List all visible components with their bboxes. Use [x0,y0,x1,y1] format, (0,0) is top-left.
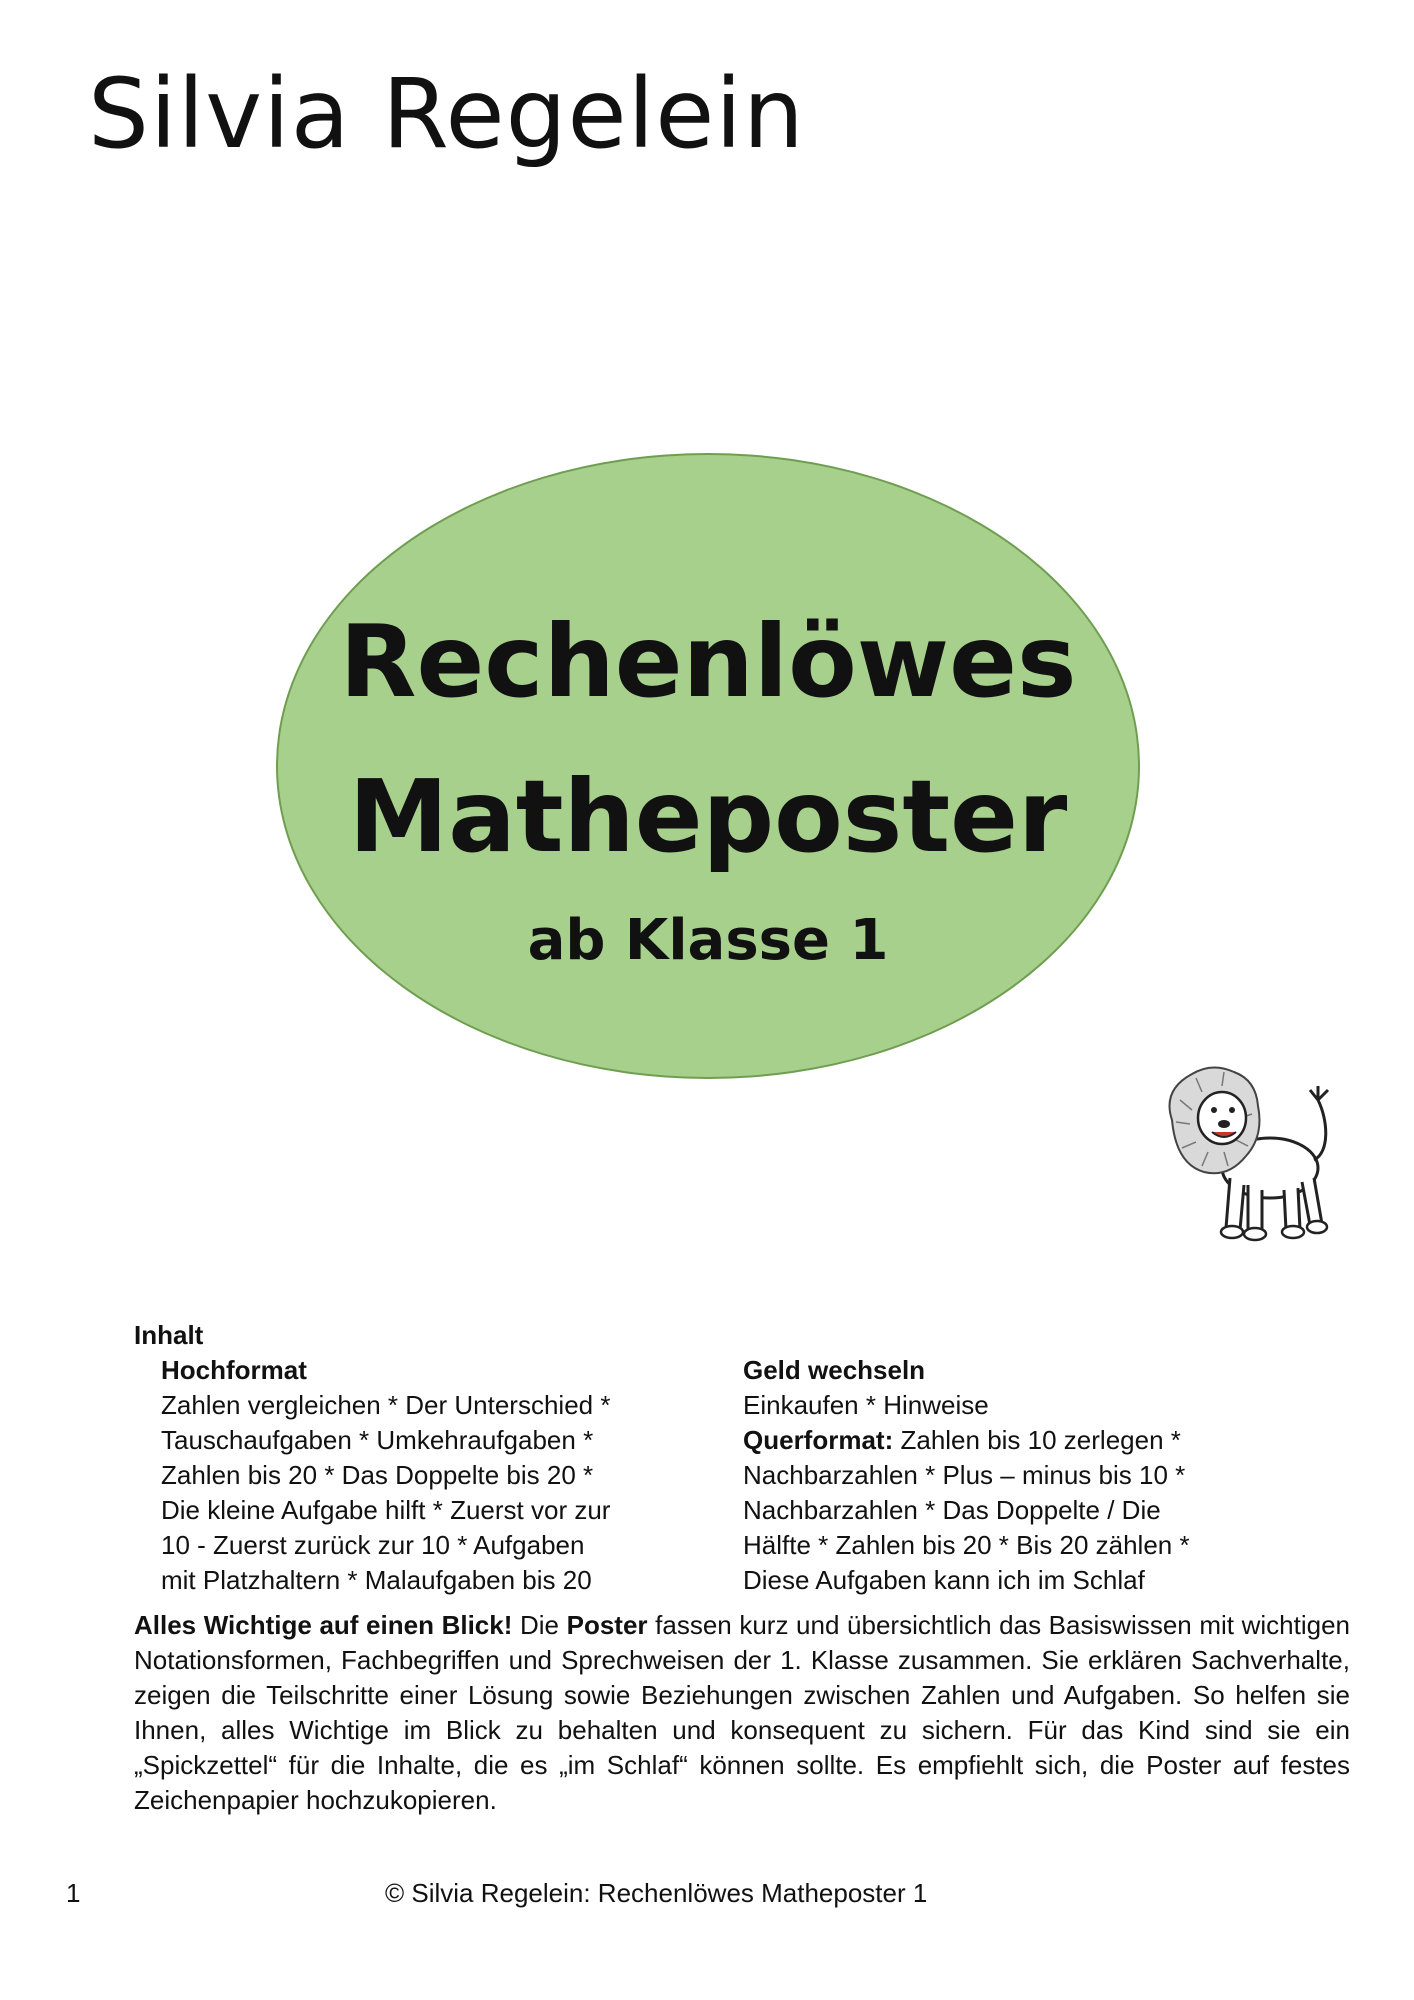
left-line: Zahlen bis 20 * Das Doppelte bis 20 * [161,1460,594,1490]
right-line: Nachbarzahlen * Plus – minus bis 10 * [743,1460,1186,1490]
querformat-label: Querformat: [743,1425,894,1455]
contents-right-column [743,1353,1283,1598]
right-line: Diese Aufgaben kann ich im Schlaf [743,1565,1145,1595]
lion-illustration [1152,1060,1342,1250]
title-line-1: Rechenlöwes [339,603,1077,720]
copyright-footer: © Silvia Regelein: Rechenlöwes Matheposter 1 [385,1878,928,1908]
querformat-rest: Zahlen bis 10 zerlegen * [893,1425,1181,1455]
left-line: Die kleine Aufgabe hilft * Zuerst vor zur [161,1495,611,1525]
page-number: 1 [66,1878,81,1908]
right-line-querformat [743,1423,1283,1458]
contents-left-column [161,1353,721,1598]
left-line: Zahlen vergleichen * Der Unterschied * [161,1390,611,1420]
right-line: Hälfte * Zahlen bis 20 * Bis 20 zählen * [743,1530,1190,1560]
right-line: Nachbarzahlen * Das Doppelte / Die [743,1495,1161,1525]
geld-wechseln-heading: Geld wechseln [743,1355,926,1385]
title-line-2: Matheposter [348,758,1068,875]
paragraph-text: Die [512,1610,567,1640]
left-line: Tauschaufgaben * Umkehraufgaben * [161,1425,594,1455]
paragraph-poster: Poster [566,1610,648,1640]
left-line: mit Platzhaltern * Malaufgaben bis 20 [161,1565,592,1595]
contents-section [134,1318,1354,1815]
description-paragraph [134,1608,1350,1818]
contents-heading: Inhalt [134,1320,204,1350]
author-name: Silvia Regelein [88,58,805,170]
subtitle: ab Klasse 1 [527,908,889,973]
right-line: Einkaufen * Hinweise [743,1390,989,1420]
title-block [276,453,1140,1079]
paragraph-text: fassen kurz und übersichtlich das Basiswissen mit wichtigen Notationsformen, Fachbegriffen und Sprechweisen der 1. Klasse zusammen. Sie erklären Sachverhalte, zeigen die Teilschritte einer Lösung sowie Beziehungen zwischen Zahlen und Aufgaben. So helfen sie Ihnen, alles Wichtige im Blick zu behalten und konsequent zu sichern. Für das Kind sind sie ein „Spickzettel“ für die Inhalte, die es „im Schlaf“ können sollte. Es empfiehlt sich, die Poster auf festes Zeichenpapier hochzukopieren. [134,1610,1350,1815]
left-line: 10 - Zuerst zurück zur 10 * Aufgaben [161,1530,585,1560]
hochformat-heading: Hochformat [161,1355,307,1385]
paragraph-intro: Alles Wichtige auf einen Blick! [134,1610,513,1640]
